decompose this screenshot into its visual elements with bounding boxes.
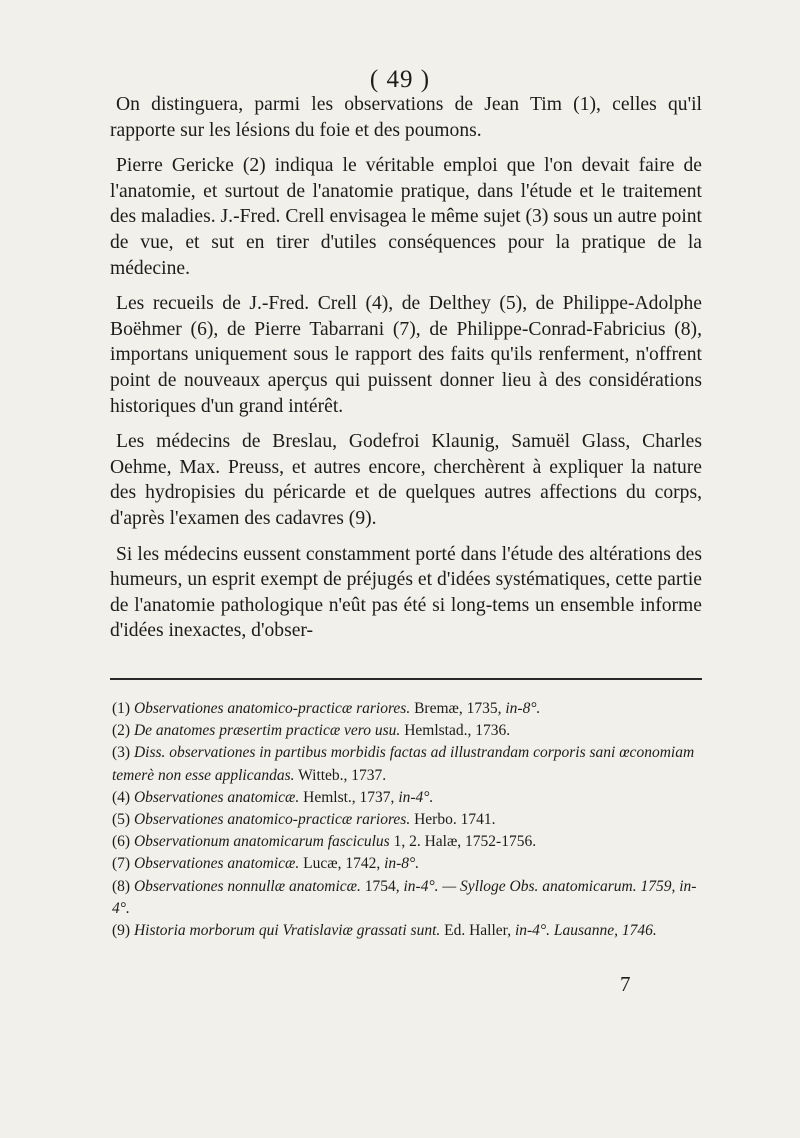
footnote-number: (1) (112, 700, 131, 717)
footnote-title: De anatomes præsertim practicæ vero usu. (133, 722, 401, 740)
footnote (112, 787, 702, 809)
footnote-number: (7) (112, 855, 131, 873)
main-text (110, 92, 702, 654)
footnotes (112, 698, 702, 942)
footnote-imprint: Herbo. 1741. (410, 811, 496, 829)
footnote-number: (2) (112, 722, 131, 740)
footnote-title: Diss. observationes in partibus morbidis factas ad illustrandam corporis sani œconomiam temerè non esse applicandas. (112, 744, 695, 784)
footnote-format: in-4°. (398, 788, 434, 806)
footnote-imprint: Bremæ, 1735, (410, 700, 506, 717)
footnote-imprint: 1, 2. Halæ, 1752-1756. (389, 833, 537, 851)
footnote-imprint: Hemlst., 1737, (299, 788, 399, 806)
page-number: ( 49 ) (369, 66, 431, 93)
footnote (112, 876, 702, 920)
footnote-divider (110, 678, 702, 680)
footnote (112, 920, 702, 942)
paragraph: Si les médecins eussent constamment porté dans l'étude des altérations des humeurs, un esprit exempt de préjugés et d'idées systématiques, cette partie de l'anatomie pathologique n'eût pas été si long-tems un ensemble informe d'idées inexactes, d'obser- (110, 543, 702, 642)
paragraph: On distinguera, parmi les observations de Jean Tim (1), celles qu'il rapporte sur les lésions du foie et des poumons. (110, 94, 702, 141)
footnote-title: Historia morborum qui Vratislaviæ grassati sunt. (133, 922, 441, 940)
signature-mark: 7 (620, 972, 631, 996)
paragraph: Les médecins de Breslau, Godefroi Klaunig, Samuël Glass, Charles Oehme, Max. Preuss, et autres encore, cherchèrent à expliquer la nature des hydropisies du péricarde et de quelques autres affections du corps, d'après l'examen des cadavres (9). (110, 431, 702, 529)
footnote (112, 720, 702, 742)
footnote-imprint: Lucæ, 1742, (299, 855, 385, 873)
footnote-imprint: Witteb., 1737. (294, 766, 387, 784)
footnote-number: (9) (112, 922, 131, 940)
footnote (112, 831, 702, 853)
footnote (112, 698, 702, 720)
paragraph: Les recueils de J.-Fred. Crell (4), de Delthey (5), de Philippe-Adolphe Boëhmer (6), de Pierre Tabarrani (7), de Philippe-Conrad-Fabricius (8), importans uniquement sous le rapport des faits qu'ils renferment, n'offrent point de nouveaux aperçus qui puissent donner lieu à des considérations historiques d'un grand intérêt. (110, 293, 702, 417)
footnote-imprint: Hemlstad., 1736. (400, 722, 511, 740)
footnote-imprint: 1754, (360, 877, 404, 895)
footnote-format: in-4°. — Sylloge Obs. anatomicarum. 1759, in-4°. (112, 877, 697, 917)
footnote-title: Observationes anatomicæ. (133, 788, 300, 806)
footnote-title: Observationes anatomico-practicæ rariores. (133, 700, 411, 717)
footnote-format: in-4°. Lausanne, 1746. (514, 922, 657, 940)
footnote (112, 853, 702, 875)
footnote-title: Observationes anatomico-practicæ rariores. (133, 811, 411, 829)
footnote-imprint: Ed. Haller, (440, 922, 515, 940)
footnote-number: (5) (112, 811, 131, 829)
footnote-number: (8) (112, 877, 131, 895)
footnote-number: (6) (112, 833, 131, 851)
footnote-title: Observationum anatomicarum fasciculus (133, 833, 390, 851)
paragraph: Pierre Gericke (2) indiqua le véritable emploi que l'on devait faire de l'anatomie, et surtout de l'anatomie pratique, dans l'étude et le traitement des maladies. J.-Fred. Crell envisagea le même sujet (3) sous un autre point de vue, et sut en tirer d'utiles conséquences pour la pratique de la médecine. (110, 155, 702, 279)
footnote (112, 809, 702, 831)
footnote-title: Observationes anatomicæ. (133, 855, 300, 873)
footnote (112, 742, 702, 786)
footnote-format: in-8°. (505, 700, 541, 717)
footnote-title: Observationes nonnullæ anatomicæ. (133, 877, 361, 895)
footnote-number: (3) (112, 744, 131, 762)
footnote-number: (4) (112, 788, 131, 806)
footnote-format: in-8°. (384, 855, 420, 873)
